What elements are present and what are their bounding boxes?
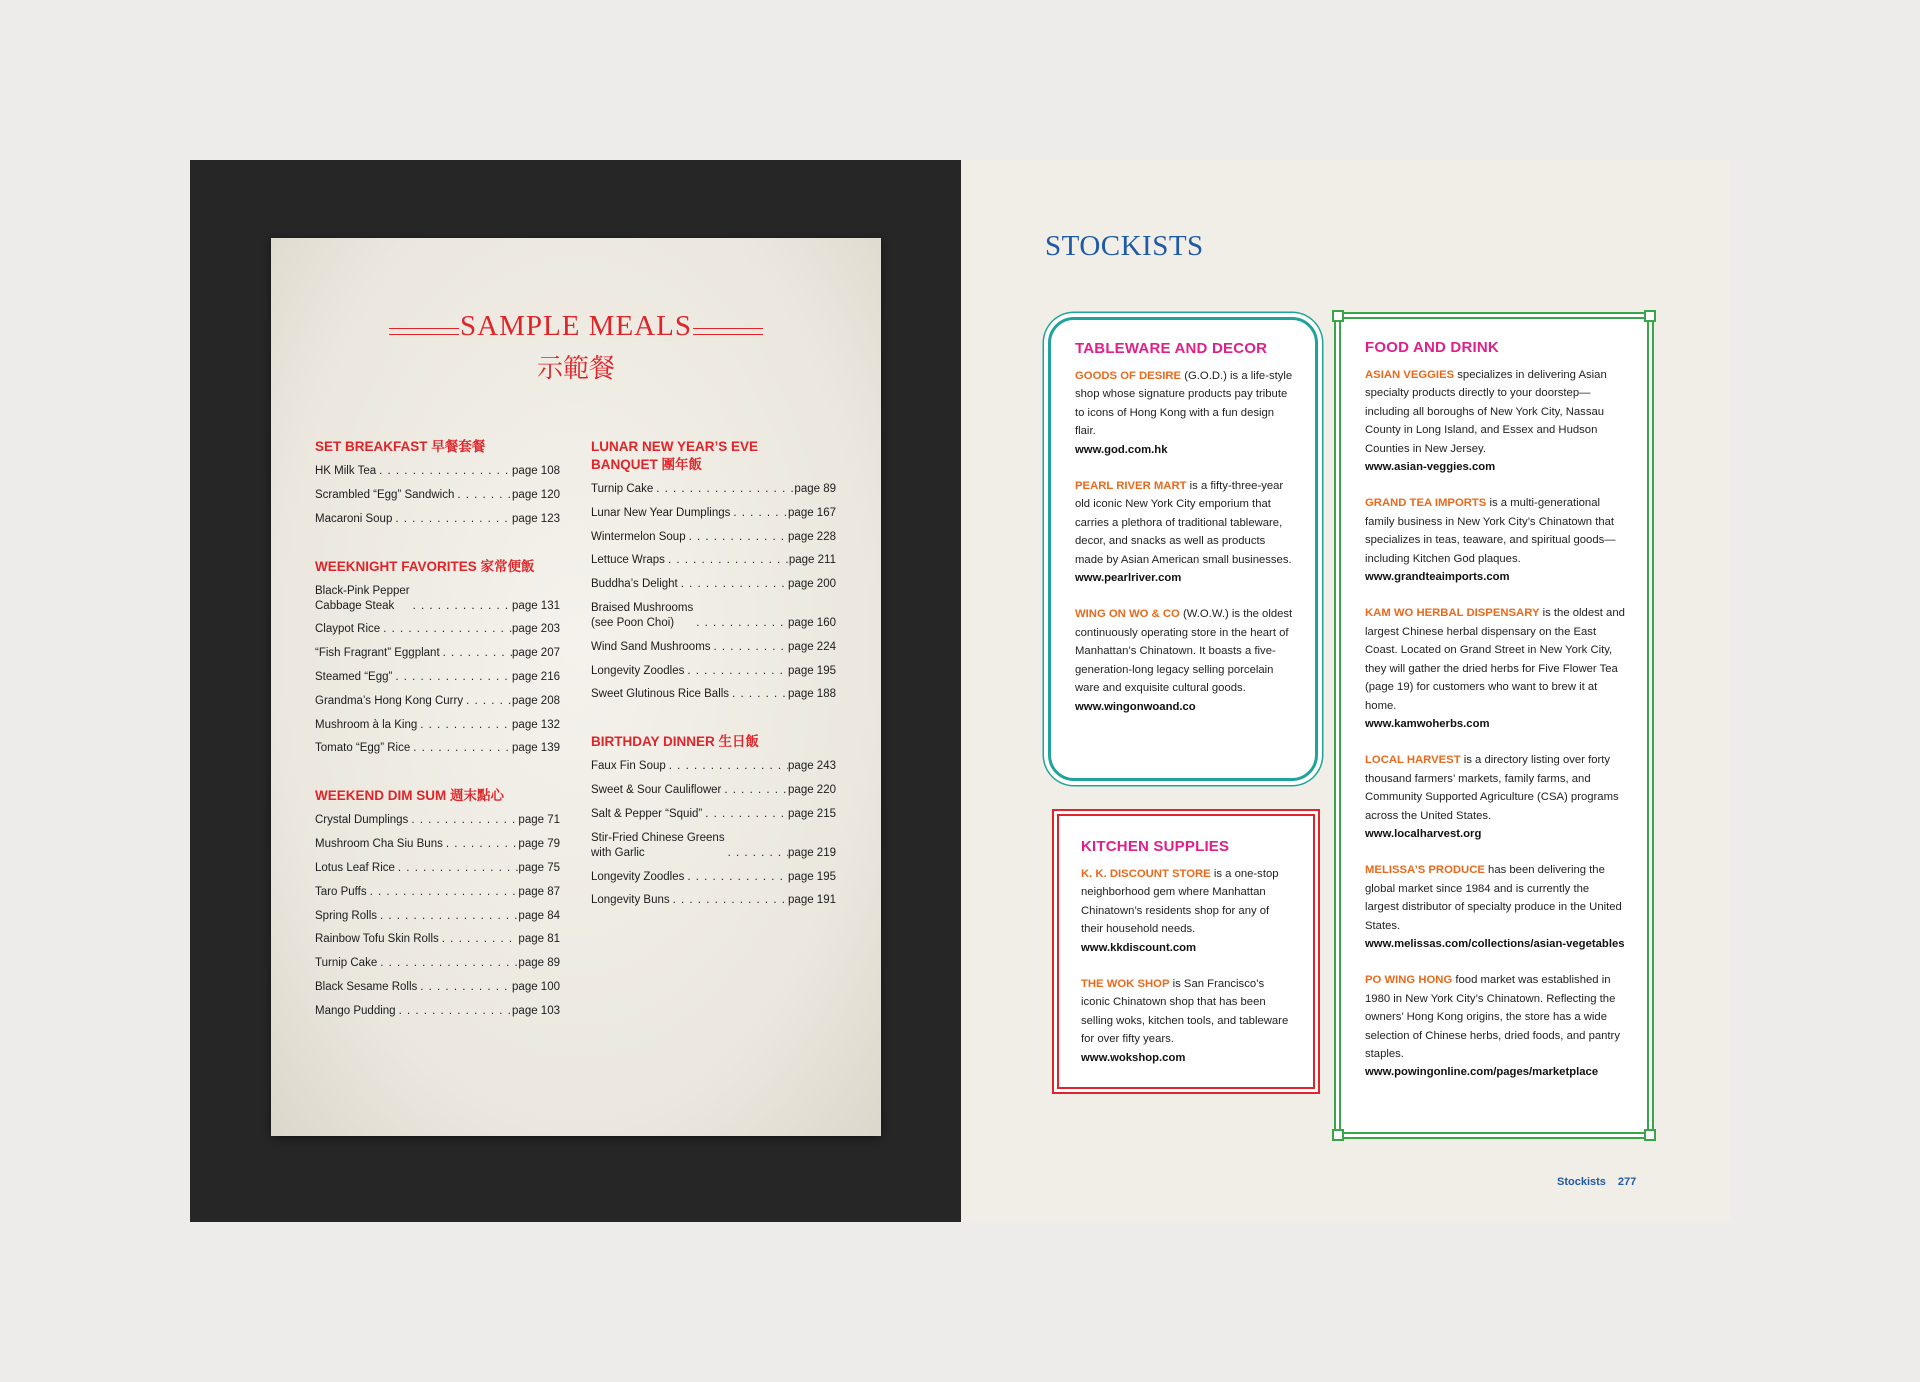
menu-item-page: page 84 — [518, 909, 560, 922]
menu-item — [591, 759, 836, 774]
stockist-name: GOODS OF DESIRE — [1075, 370, 1182, 382]
dot-leader — [410, 599, 512, 614]
menu-item — [315, 584, 560, 614]
corner-ornament — [1644, 310, 1656, 322]
menu-item-page: page 224 — [788, 640, 836, 653]
menu-item-name: Lotus Leaf Rice — [315, 861, 395, 874]
dot-leader — [730, 506, 788, 521]
menu-item — [315, 885, 560, 900]
menu-item-page: page 228 — [788, 530, 836, 543]
menu-item — [315, 861, 560, 876]
stockist-entry — [1365, 751, 1625, 843]
stockist-url[interactable]: www.localharvest.org — [1365, 827, 1482, 840]
menu-section-heading: WEEKNIGHT FAVORITES 家常便飯 — [315, 558, 535, 574]
stockist-description: is San Francisco’s iconic Chinatown shop that has been selling woks, kitchen tools, and tableware for over fifty years. — [1081, 978, 1289, 1046]
dot-leader — [702, 807, 788, 822]
dot-leader — [711, 640, 789, 655]
menu-item-page: page 132 — [512, 718, 560, 731]
menu-item-page: page 108 — [512, 465, 560, 477]
dot-leader — [463, 694, 512, 709]
menu-item-page: page 203 — [512, 623, 560, 636]
menu-item-name: Braised Mushrooms (see Poon Choi) — [591, 601, 694, 629]
menu-item-page: page 89 — [518, 957, 560, 970]
dot-leader — [721, 783, 788, 798]
menu-item-page: page 211 — [788, 554, 836, 567]
kitchen-heading: KITCHEN SUPPLIES — [1081, 838, 1230, 855]
menu-item-name: “Fish Fragrant” Eggplant — [315, 647, 440, 660]
menu-item — [591, 783, 836, 798]
book-spread — [190, 160, 1731, 1222]
menu-section — [315, 787, 560, 1018]
menu-item-page: page 191 — [788, 894, 836, 907]
food-heading: FOOD AND DRINK — [1365, 339, 1499, 356]
stockists-title: STOCKISTS — [1045, 230, 1204, 262]
dot-leader — [377, 909, 518, 924]
menu-column-2 — [591, 438, 836, 939]
menu-item-page: page 123 — [512, 512, 560, 525]
menu-item — [315, 909, 560, 924]
menu-item-name: Salt & Pepper “Squid” — [591, 807, 703, 820]
menu-item-name: Turnip Cake — [315, 957, 378, 970]
menu-section-heading: SET BREAKFAST 早餐套餐 — [315, 439, 486, 454]
menu-section — [315, 438, 560, 527]
menu-item-page: page 131 — [512, 599, 560, 612]
stockist-entry — [1365, 604, 1625, 733]
dot-leader — [693, 616, 788, 631]
menu-item-page: page 220 — [788, 784, 836, 797]
corner-ornament — [1332, 310, 1344, 322]
folio-section: Stockists — [1557, 1176, 1606, 1188]
menu-item-page: page 208 — [512, 694, 560, 707]
kitchen-box — [1057, 814, 1315, 1089]
menu-item-page: page 188 — [788, 688, 836, 701]
menu-item-page: page 160 — [788, 616, 836, 629]
folio — [1557, 1176, 1636, 1188]
tableware-heading: TABLEWARE AND DECOR — [1075, 340, 1268, 357]
menu-item-name: Grandma’s Hong Kong Curry — [315, 694, 464, 707]
menu-subtitle: 示範餐 — [536, 354, 615, 384]
menu-column-1 — [315, 438, 560, 1050]
menu-item — [591, 831, 836, 861]
menu-section — [591, 438, 836, 702]
menu-item-name: Black-Pink Pepper Cabbage Steak — [315, 584, 410, 612]
menu-item — [591, 506, 836, 521]
menu-item-name: Claypot Rice — [315, 623, 381, 636]
dot-leader — [417, 980, 512, 995]
dot-leader — [392, 670, 512, 685]
menu-item-name: Wintermelon Soup — [591, 530, 686, 543]
menu-item-name: Steamed “Egg” — [315, 670, 393, 683]
menu-item-page: page 195 — [788, 664, 836, 677]
dot-leader — [678, 577, 788, 592]
menu-item — [315, 980, 560, 995]
menu-item — [591, 870, 836, 885]
menu-item — [315, 488, 560, 503]
stockist-name: K. K. DISCOUNT STORE — [1081, 868, 1211, 880]
menu-item — [315, 837, 560, 852]
stockist-name: GRAND TEA IMPORTS — [1365, 497, 1487, 510]
menu-section — [315, 558, 560, 757]
stockist-entry — [1365, 366, 1625, 476]
menu-item-name: Longevity Zoodles — [591, 870, 685, 883]
menu-item — [315, 932, 560, 947]
stockist-url[interactable]: www.pearlriver.com — [1075, 572, 1182, 585]
menu-item-page: page 89 — [794, 483, 836, 495]
dot-leader — [653, 482, 794, 497]
stockist-entry — [1075, 367, 1293, 459]
menu-item-name: Mango Pudding — [315, 1004, 396, 1017]
stockist-name: PEARL RIVER MART — [1075, 480, 1187, 493]
menu-item — [591, 577, 836, 592]
corner-ornament — [1332, 1129, 1344, 1141]
menu-item-name: Longevity Zoodles — [591, 664, 685, 677]
menu-item — [591, 482, 836, 497]
dot-leader — [684, 664, 788, 679]
stockist-description: is a directory listing over forty thousand farmers’ markets, family farms, and Community Supported Agriculture (CSA) programs across the United States. — [1365, 754, 1619, 822]
menu-section-heading: LUNAR NEW YEAR’S EVE BANQUET 團年飯 — [591, 439, 759, 472]
stockist-url[interactable]: www.grandteaimports.com — [1365, 571, 1510, 584]
menu-item-name: Lunar New Year Dumplings — [591, 506, 731, 519]
stockist-description: has been delivering the global market since 1984 and is currently the largest distributor of specialty produce in the United States. — [1365, 864, 1622, 932]
menu-item-page: page 200 — [788, 578, 836, 591]
stockist-url[interactable]: www.wokshop.com — [1081, 1051, 1186, 1064]
menu-item-name: Longevity Buns — [591, 894, 670, 907]
menu-item-name: Taro Puffs — [315, 885, 367, 898]
dot-leader — [686, 530, 788, 545]
stockist-description: is a one-stop neighborhood gem where Manhattan Chinatown’s residents shop for any of their household needs. — [1081, 868, 1279, 936]
menu-item — [591, 640, 836, 655]
stockist-url[interactable]: www.asian-veggies.com — [1365, 461, 1496, 474]
sample-meals-menu-card — [271, 238, 881, 1136]
menu-item-name: Spring Rolls — [315, 909, 377, 922]
stockist-entry — [1075, 605, 1293, 715]
dot-leader — [665, 553, 789, 568]
dot-leader — [408, 813, 518, 828]
menu-item-name: Black Sesame Rolls — [315, 980, 418, 993]
corner-ornament — [1644, 1129, 1656, 1141]
menu-item-name: Sweet Glutinous Rice Balls — [591, 688, 730, 701]
menu-item-name: Mushroom à la King — [315, 718, 418, 731]
food-box — [1339, 317, 1649, 1134]
menu-item-name: Lettuce Wraps — [591, 554, 665, 567]
dot-leader — [396, 1004, 512, 1019]
menu-item — [315, 956, 560, 971]
menu-item-page: page 120 — [512, 488, 560, 501]
menu-item — [591, 893, 836, 908]
stockist-entry — [1365, 971, 1625, 1081]
menu-item-page: page 100 — [512, 980, 560, 993]
stockist-name: KAM WO HERBAL DISPENSARY — [1365, 607, 1540, 620]
stockist-name: LOCAL HARVEST — [1365, 754, 1461, 767]
menu-item — [315, 646, 560, 661]
menu-title-row — [271, 310, 881, 350]
stockist-entry — [1075, 477, 1293, 587]
menu-item — [315, 718, 560, 733]
stockist-description: is a fifty-three-year old iconic New York City emporium that carries a plethora of traditional tableware, decor, and snacks as well as products made by Asian American small businesses. — [1075, 480, 1292, 566]
dot-leader — [443, 837, 519, 852]
menu-item-page: page 219 — [788, 846, 836, 859]
menu-item-name: Wind Sand Mushrooms — [591, 640, 711, 653]
stockist-description: (G.O.D.) is a life-style shop whose signature products pay tribute to icons of Hong Kong with a fun design flair. — [1075, 370, 1293, 438]
stockist-entry — [1365, 494, 1625, 586]
dot-leader — [725, 846, 788, 861]
menu-item-page: page 87 — [518, 885, 560, 898]
dot-leader — [729, 687, 788, 702]
menu-item-page: page 243 — [788, 760, 836, 773]
stockist-url[interactable]: www.powingonline.com/pages/marketplace — [1365, 1066, 1599, 1079]
stockist-description: is the oldest and largest Chinese herbal dispensary on the East Coast. Located on Grand Street in New York City, they will gather the dried herbs for Five Flower Tea (page 19) for customers who want to brew it at home. — [1365, 607, 1625, 712]
menu-item-name: Buddha’s Delight — [591, 578, 678, 591]
menu-item-page: page 167 — [788, 506, 836, 519]
menu-item-page: page 81 — [518, 933, 560, 946]
menu-title: SAMPLE MEALS — [460, 310, 692, 342]
menu-item-name: Sweet & Sour Cauliflower — [591, 784, 722, 797]
stockist-name: WING ON WO & CO — [1075, 608, 1180, 621]
menu-item-name: Crystal Dumplings — [315, 814, 409, 827]
menu-item — [591, 530, 836, 545]
stockist-url[interactable]: www.wingonwoand.co — [1075, 700, 1196, 713]
menu-item — [315, 670, 560, 685]
dot-leader — [376, 464, 512, 479]
menu-item — [591, 601, 836, 631]
menu-item-page: page 75 — [518, 861, 560, 874]
menu-item — [315, 741, 560, 756]
title-rule-right — [693, 328, 763, 335]
menu-item-name: Faux Fin Soup — [591, 760, 666, 773]
dot-leader — [440, 646, 512, 661]
right-page — [961, 160, 1731, 1222]
left-page — [190, 160, 961, 1222]
menu-item-name: Mushroom Cha Siu Buns — [315, 838, 443, 851]
menu-item-name: Tomato “Egg” Rice — [315, 742, 411, 755]
dot-leader — [377, 956, 518, 971]
menu-item-name: Rainbow Tofu Skin Rolls — [315, 933, 439, 946]
stockist-description: food market was established in 1980 in New York City’s Chinatown. Reflecting the owners’ Hong Kong origins, the store has a wide selection of Chinese herbs, dried foods, and pantry staples. — [1365, 974, 1620, 1060]
dot-leader — [395, 861, 519, 876]
dot-leader — [670, 893, 788, 908]
stockist-url[interactable]: www.kkdiscount.com — [1081, 941, 1197, 954]
menu-item-page: page 103 — [512, 1004, 560, 1017]
menu-item-page: page 216 — [512, 670, 560, 683]
stockist-url[interactable]: www.god.com.hk — [1075, 443, 1168, 456]
menu-item-page: page 215 — [788, 807, 836, 820]
stockist-url[interactable]: www.melissas.com/collections/asian-vegetables — [1365, 937, 1625, 950]
menu-item-page: page 79 — [518, 838, 560, 851]
stockist-name: ASIAN VEGGIES — [1365, 369, 1455, 381]
dot-leader — [392, 512, 512, 527]
stockist-entry — [1081, 865, 1293, 957]
menu-item-name: HK Milk Tea — [315, 465, 377, 477]
dot-leader — [666, 759, 788, 774]
dot-leader — [410, 741, 512, 756]
menu-item — [315, 512, 560, 527]
menu-section-heading: WEEKEND DIM SUM 週末點心 — [315, 788, 504, 804]
menu-item — [315, 813, 560, 828]
menu-item — [315, 1004, 560, 1019]
stockist-description: specializes in delivering Asian specialty products directly to your doorstep—including all boroughs of New York City, Nassau County in Long Island, and Essex and Hudson Counties in New Jersey. — [1365, 369, 1607, 455]
menu-item-page: page 207 — [512, 647, 560, 660]
dot-leader — [454, 488, 512, 503]
stockist-entry — [1081, 975, 1293, 1067]
menu-item-name: Turnip Cake — [591, 483, 654, 495]
menu-section — [591, 733, 836, 908]
stockist-description: (W.O.W.) is the oldest continuously operating store in the heart of Manhattan’s Chinatown. It boasts a five-generation-long legacy selling porcelain ware and exquisite cultural goods. — [1075, 608, 1293, 695]
menu-item-page: page 139 — [512, 742, 560, 755]
menu-item — [591, 807, 836, 822]
dot-leader — [684, 870, 788, 885]
dot-leader — [417, 718, 512, 733]
stockist-url[interactable]: www.kamwoherbs.com — [1365, 717, 1490, 730]
menu-item — [315, 622, 560, 637]
dot-leader — [439, 932, 519, 947]
stockist-description: is a multi-generational family business in New York City’s Chinatown that specializes in teas, teaware, and spiritual goods—including Kitchen God plaques. — [1365, 497, 1616, 565]
menu-section-heading: BIRTHDAY DINNER 生日飯 — [591, 734, 760, 750]
menu-item — [591, 553, 836, 568]
menu-item — [315, 694, 560, 709]
menu-item-name: Stir-Fried Chinese Greens with Garlic — [591, 831, 725, 859]
menu-item — [591, 687, 836, 702]
stockist-name: PO WING HONG — [1365, 974, 1453, 987]
title-rule-left — [389, 328, 459, 335]
folio-page: 277 — [1617, 1176, 1637, 1188]
menu-item-name: Scrambled “Egg” Sandwich — [315, 488, 455, 501]
menu-item — [315, 464, 560, 479]
dot-leader — [367, 885, 519, 900]
stockist-name: THE WOK SHOP — [1081, 978, 1170, 991]
menu-item-name: Macaroni Soup — [315, 512, 393, 525]
menu-item-page: page 71 — [518, 814, 560, 827]
stockist-name: MELISSA’S PRODUCE — [1365, 864, 1485, 877]
tableware-box — [1048, 317, 1318, 781]
dot-leader — [380, 622, 512, 637]
stockist-entry — [1365, 861, 1625, 953]
menu-item-page: page 195 — [788, 870, 836, 883]
menu-item — [591, 664, 836, 679]
